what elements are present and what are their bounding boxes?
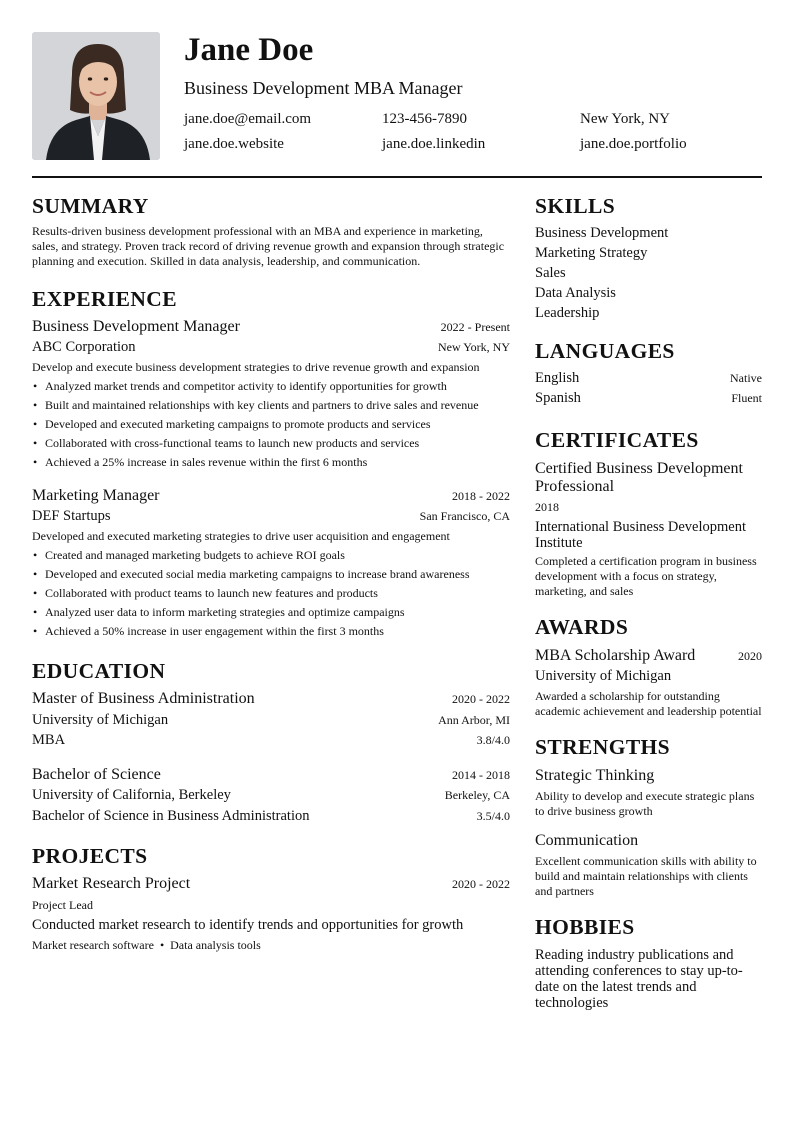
award-year: 2020 [738, 649, 762, 663]
projects-section [32, 842, 510, 953]
tool-item: Data analysis tools [170, 938, 261, 952]
resume-header [184, 30, 764, 156]
left-column [32, 192, 510, 967]
strength-description: Ability to develop and execute strategic plans to drive business growth [535, 789, 755, 818]
strength-item [535, 831, 762, 899]
job-company: DEF Startups [32, 508, 111, 524]
award-row [535, 646, 762, 666]
language-row [535, 388, 762, 408]
strength-name: Strategic Thinking [535, 767, 655, 784]
right-column [535, 192, 762, 1025]
awards-section [535, 613, 762, 719]
school-name: University of Michigan [32, 711, 169, 728]
certificate-year: 2018 [535, 500, 559, 514]
language-level: Native [730, 371, 762, 385]
bullet-item: • Developed and executed marketing campaigns to promote products and services [32, 415, 510, 434]
skill-item: Marketing Strategy [535, 245, 648, 261]
strengths-section [535, 733, 762, 899]
languages-list [535, 368, 762, 408]
skill-item: Business Development [535, 225, 669, 241]
skill-item: Leadership [535, 305, 600, 321]
bullet-separator: • [159, 938, 165, 952]
award-issuer: University of Michigan [535, 668, 672, 684]
header-divider [32, 176, 762, 178]
job-bullets [32, 546, 510, 641]
strength-item [535, 766, 762, 819]
project-name: Market Research Project [32, 875, 191, 892]
job-title: Business Development Manager [32, 318, 240, 335]
project-role: Project Lead [32, 898, 93, 912]
project-entry [32, 874, 510, 953]
experience-section [32, 285, 510, 641]
certificate-name: Certified Business Development Professional [535, 460, 743, 495]
section-heading: STRENGTHS [535, 735, 671, 759]
section-heading: LANGUAGES [535, 339, 675, 363]
school-location: Ann Arbor, MI [438, 712, 510, 727]
job-bullets [32, 377, 510, 472]
contact-location: New York, NY [580, 111, 671, 127]
bullet-item: • Created and managed marketing budgets to achieve ROI goals [32, 546, 510, 565]
bullet-item: • Collaborated with cross-functional teams to launch new products and services [32, 434, 510, 453]
degree-field: Bachelor of Science in Business Administration [32, 807, 310, 824]
candidate-name: Jane Doe [184, 32, 314, 68]
job-description: Developed and executed marketing strategies to drive user acquisition and engagement [32, 529, 450, 543]
gpa: 3.5/4.0 [476, 808, 510, 823]
language-level: Fluent [731, 391, 762, 405]
contact-email[interactable]: jane.doe@email.com [184, 111, 312, 127]
bullet-item: • Achieved a 25% increase in sales revenue within the first 6 months [32, 453, 510, 472]
section-heading: EXPERIENCE [32, 287, 177, 311]
job-entry [32, 317, 510, 472]
languages-section [535, 337, 762, 408]
bullet-item: • Developed and executed social media marketing campaigns to increase brand awareness [32, 565, 510, 584]
project-tools [32, 937, 510, 953]
hobbies-text: Reading industry publications and attending conferences to stay up-to-date on the latest trends and technologies [535, 947, 743, 1011]
language-row [535, 368, 762, 388]
bullet-item: • Built and maintained relationships with key clients and partners to drive sales and revenue [32, 396, 510, 415]
candidate-title: Business Development MBA Manager [184, 78, 463, 98]
language-name: English [535, 370, 580, 386]
skill-item: Data Analysis [535, 285, 616, 301]
education-dates: 2014 - 2018 [452, 767, 510, 782]
project-description: Conducted market research to identify trends and opportunities for growth [32, 917, 464, 933]
job-company: ABC Corporation [32, 339, 136, 355]
section-heading: AWARDS [535, 615, 629, 639]
strength-description: Excellent communication skills with ability to build and maintain relationships with clients and partners [535, 854, 757, 898]
award-name: MBA Scholarship Award [535, 647, 696, 664]
degree-field: MBA [32, 732, 66, 748]
contact-linkedin[interactable]: jane.doe.linkedin [382, 136, 486, 152]
bullet-item: • Analyzed market trends and competitor activity to identify opportunities for growth [32, 377, 510, 396]
job-entry [32, 486, 510, 641]
section-heading: EDUCATION [32, 659, 166, 683]
certificate-issuer: International Business Development Institute [535, 519, 747, 551]
contact-info [184, 108, 764, 156]
summary-text: Results-driven business development professional with an MBA and experience in marketing, sales, and strategy. Proven track record of driving revenue growth and expansion through strategic planning and execution. Skilled in data analysis, leadership, and communication. [32, 224, 505, 268]
certificate-description: Completed a certification program in business development with a focus on strategy, marketing, and sales [535, 554, 757, 598]
gpa: 3.8/4.0 [476, 733, 510, 747]
section-heading: CERTIFICATES [535, 428, 699, 452]
education-entry [32, 765, 510, 827]
award-description: Awarded a scholarship for outstanding academic achievement and leadership potential [535, 689, 762, 718]
job-location: San Francisco, CA [419, 509, 510, 523]
strength-name: Communication [535, 832, 639, 849]
education-section [32, 657, 510, 826]
contact-website[interactable]: jane.doe.website [184, 136, 284, 152]
profile-photo [32, 32, 160, 160]
bullet-item: • Analyzed user data to inform marketing strategies and optimize campaigns [32, 603, 510, 622]
school-name: University of California, Berkeley [32, 787, 231, 803]
contact-phone: 123-456-7890 [382, 111, 467, 127]
education-dates: 2020 - 2022 [452, 692, 510, 706]
section-heading: PROJECTS [32, 844, 148, 868]
education-entry [32, 689, 510, 751]
bullet-item: • Achieved a 50% increase in user engagement within the first 3 months [32, 622, 510, 641]
hobbies-section [535, 913, 762, 1011]
job-location: New York, NY [437, 340, 510, 354]
portrait-illustration [32, 32, 160, 160]
job-description: Develop and execute business development strategies to drive revenue growth and expansion [32, 360, 480, 374]
language-name: Spanish [535, 390, 581, 406]
section-heading: HOBBIES [535, 915, 635, 939]
summary-section [32, 192, 510, 269]
skill-item: Sales [535, 265, 566, 281]
school-location: Berkeley, CA [444, 788, 510, 802]
section-heading: SUMMARY [32, 194, 149, 218]
project-dates: 2020 - 2022 [452, 877, 510, 891]
job-dates: 2022 - Present [440, 320, 510, 334]
section-heading: SKILLS [535, 194, 616, 218]
certificates-section [535, 426, 762, 599]
skills-list [535, 223, 762, 323]
contact-portfolio[interactable]: jane.doe.portfolio [580, 136, 687, 152]
degree-name: Bachelor of Science [32, 765, 161, 783]
job-dates: 2018 - 2022 [452, 489, 510, 503]
skills-section [535, 192, 762, 323]
degree-name: Master of Business Administration [32, 690, 255, 707]
bullet-item: • Collaborated with product teams to launch new features and products [32, 584, 510, 603]
job-title: Marketing Manager [32, 487, 160, 504]
tool-item: Market research software [32, 938, 154, 952]
